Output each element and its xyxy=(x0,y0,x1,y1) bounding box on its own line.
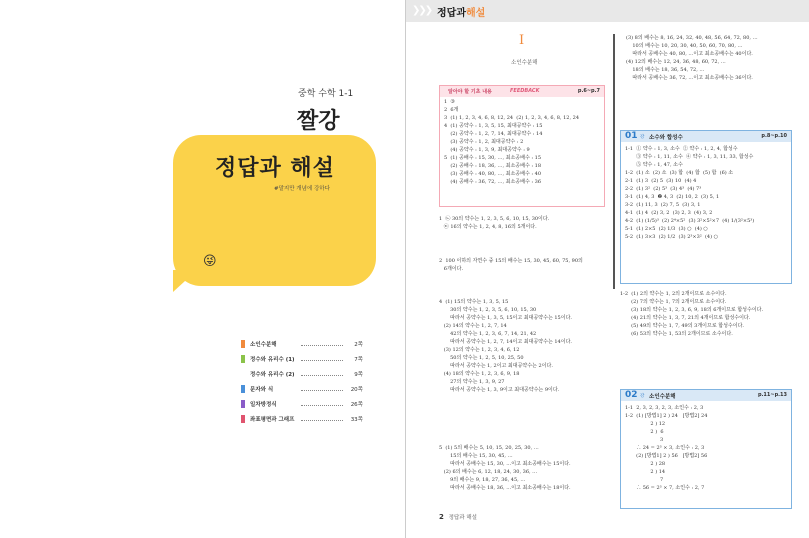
solution-line: 10의 배수는 10, 20, 30, 40, 50, 60, 70, 80, … xyxy=(626,43,743,49)
section-01-title: 소수와 합성수 xyxy=(649,135,683,141)
solution-line: 따라서 공배수는 18, 36, …이고 최소공배수는 18이다. xyxy=(439,485,571,491)
solution-line: (2) 7의 약수는 1, 7의 2개이므로 소수이다. xyxy=(620,299,727,305)
solution-line: 2 100 이하의 자연수 중 15의 배수는 15, 30, 45, 60, 75, 90의 xyxy=(439,258,583,264)
answer-line: 1-1 2, 3, 2, 3, 2, 3, 소인수 : 2, 3 xyxy=(625,405,704,411)
answer-line: 5-2 (1) 3×3 (2) 1/2 (3) 2³×3² (4) ○ xyxy=(625,234,718,240)
answer-line: 1 ③ xyxy=(444,99,455,105)
toc-leader xyxy=(301,390,343,391)
answer-line: 5-1 (1) 2×5 (2) 1/3 (3) ○ (4) ○ xyxy=(625,226,708,232)
toc-page: 7쪽 xyxy=(354,357,363,363)
answer-line: 4-2 (1) (1/5)³ (2) 2⁴×5² (3) 3²×5²×7 (4) 1/(3²×5³) xyxy=(625,218,755,224)
solution-line: 따라서 공약수는 1, 3, 9이고 최대공약수는 9이다. xyxy=(439,387,560,393)
toc-leader xyxy=(301,405,343,406)
footer-page-number: 2 xyxy=(439,513,444,521)
section-01-header xyxy=(621,131,791,142)
solution-line: (3) 18의 약수는 1, 2, 3, 6, 9, 18의 6개이므로 합성수이다. xyxy=(620,307,764,313)
answer-line: 2 ) 28 xyxy=(625,461,666,467)
answer-line: 4-1 (1) 4 (2) 3, 2 (3) 2, 3 (4) 3, 2 xyxy=(625,210,713,216)
solution-4 xyxy=(439,298,572,394)
unit-title: 소인수분해 xyxy=(511,60,538,66)
toc-item[interactable] xyxy=(241,415,363,425)
solution-line: (5) 49의 약수는 1, 7, 49의 3개이므로 합성수이다. xyxy=(620,323,744,329)
toc-page: 33쪽 xyxy=(350,417,363,423)
solution-line: (4) 21의 약수는 1, 3, 7, 21의 4개이므로 합성수이다. xyxy=(620,315,751,321)
solution-line: 1 ㉡ 30의 약수는 1, 2, 3, 5, 6, 10, 15, 30이다. xyxy=(439,216,550,222)
answer-line: 4 (1) 공약수 : 1, 3, 5, 15, 최대공약수 : 15 xyxy=(444,123,543,129)
answer-line: 2 6개 xyxy=(444,107,459,113)
section-01-pages: p.8~p.10 xyxy=(761,133,787,139)
answer-line: (3) 공배수 : 40, 80, …, 최소공배수 : 40 xyxy=(444,171,542,177)
solution-line: 따라서 공배수는 40, 80, …이고 최소공배수는 40이다. xyxy=(626,51,753,57)
solution-line: (2) 6의 배수는 6, 12, 18, 24, 30, 36, … xyxy=(439,469,538,475)
solution-line: 따라서 공약수는 1, 2, 7, 14이고 최대공약수는 14이다. xyxy=(439,339,572,345)
solution-line: ㉢ 16의 약수는 1, 2, 4, 8, 16의 5개이다. xyxy=(439,224,537,230)
toc-item[interactable] xyxy=(241,355,363,365)
solution-line: 30의 약수는 1, 2, 3, 5, 6, 10, 15, 30 xyxy=(439,307,537,313)
toc-marker xyxy=(241,340,245,348)
solution-line: 따라서 공약수는 1, 2이고 최대공약수는 2이다. xyxy=(439,363,553,369)
solution-line: 1-2 (1) 2의 약수는 1, 2의 2개이므로 소수이다. xyxy=(620,291,727,297)
solution-line: (6) 53의 약수는 1, 53의 2개이므로 소수이다. xyxy=(620,331,733,337)
section-02-pages: p.11~p.13 xyxy=(757,392,787,398)
toc-item[interactable] xyxy=(241,385,363,395)
answer-line: (2) 공약수 : 1, 2, 7, 14, 최대공약수 : 14 xyxy=(444,131,543,137)
answer-line: ⑤ 약수 : 1, 47, 소수 xyxy=(625,162,683,168)
answer-line: 2-1 (1) 3 (2) 5 (3) 10 (4) 4 xyxy=(625,178,697,184)
toc-marker xyxy=(241,355,245,363)
feedback-pages: p.6~p.7 xyxy=(577,88,600,94)
toc-marker xyxy=(241,415,245,423)
footer xyxy=(439,513,477,521)
toc-marker xyxy=(241,400,245,408)
section-02-title: 소인수분해 xyxy=(649,394,676,400)
solution-line: 42의 약수는 1, 2, 3, 6, 7, 14, 21, 42 xyxy=(439,331,537,337)
column-divider xyxy=(613,34,615,289)
solution-line: 6개이다. xyxy=(439,266,464,272)
solution-5-continued xyxy=(626,34,758,82)
solution-line: (4) 12의 배수는 12, 24, 36, 48, 60, 72, … xyxy=(626,59,726,65)
emoji-icon: 😜 xyxy=(203,254,217,269)
section-02-number: 02 xyxy=(625,390,638,400)
answers-page xyxy=(406,0,809,538)
cover-subtitle: #말지만 개념에 강하다 xyxy=(274,186,330,192)
answer-line: 2 ) 12 xyxy=(625,421,666,427)
feedback-answers xyxy=(444,98,579,186)
section-02-label: 강 xyxy=(640,394,645,399)
section-02-box xyxy=(620,389,792,509)
feedback-tag: FEEDBACK xyxy=(510,88,540,94)
solution-line: (4) 18의 약수는 1, 2, 3, 6, 9, 18 xyxy=(439,371,520,377)
toc-marker xyxy=(241,385,245,393)
cover-title: 정답과 해설 xyxy=(215,156,335,181)
toc-title: 정수와 유리수 (1) xyxy=(250,357,295,363)
toc-title: 문자와 식 xyxy=(250,387,274,393)
solution-1 xyxy=(439,215,549,231)
unit-number: I xyxy=(519,33,525,48)
toc-page: 26쪽 xyxy=(350,402,363,408)
answer-line: 3-1 (1) 4, 3 ❷ 4, 3 (2) 10, 2 (3) 5, 1 xyxy=(625,194,720,200)
solution-line: (3) 12의 약수는 1, 2, 3, 4, 6, 12 xyxy=(439,347,520,353)
toc-item[interactable] xyxy=(241,340,363,350)
toc-page: 2쪽 xyxy=(354,342,363,348)
answer-line: (2) [방법1] 2 ) 56 [방법2] 56 xyxy=(625,453,708,459)
answer-line: (4) 공배수 : 36, 72, …, 최소공배수 : 36 xyxy=(444,179,542,185)
answer-line: ③ 약수 : 1, 11, 소수 ④ 약수 : 1, 3, 11, 33, 합성수 xyxy=(625,154,754,160)
solution-line: (3) 8의 배수는 8, 16, 24, 32, 40, 48, 56, 64, 72, 80, … xyxy=(626,35,758,41)
section-01-number: 01 xyxy=(625,131,638,141)
answer-line: 3 (1) 1, 2, 3, 4, 6, 8, 12, 24 (2) 1, 2, 3, 4, 6, 8, 12, 24 xyxy=(444,115,580,121)
subject-label: 중학 수학 1-1 xyxy=(298,89,354,99)
section-01-label: 강 xyxy=(640,135,645,140)
toc-item[interactable] xyxy=(241,400,363,410)
toc-leader xyxy=(301,375,343,376)
answer-line: 3 xyxy=(625,437,664,443)
solution-line: 50의 약수는 1, 2, 5, 10, 25, 50 xyxy=(439,355,524,361)
solution-line: 27의 약수는 1, 3, 9, 27 xyxy=(439,379,505,385)
solution-line: 9의 배수는 9, 18, 27, 36, 45, … xyxy=(439,477,526,483)
solution-line: 18의 배수는 18, 36, 54, 72, … xyxy=(626,67,705,73)
header-title-b: 해설 xyxy=(465,8,486,19)
answer-line: (2) 공배수 : 18, 36, …, 최소공배수 : 18 xyxy=(444,163,542,169)
answer-line: 7 xyxy=(625,477,664,483)
toc-title: 정수와 유리수 (2) xyxy=(250,372,295,378)
solution-5 xyxy=(439,444,571,492)
toc-title: 일차방정식 xyxy=(250,402,277,408)
header-title-a: 정답과 xyxy=(437,8,466,19)
toc-title: 소인수분해 xyxy=(250,342,277,348)
answer-line: 5 (1) 공배수 : 15, 30, …, 최소공배수 : 15 xyxy=(444,155,542,161)
solution-line: 따라서 공약수는 1, 3, 5, 15이고 최대공약수는 15이다. xyxy=(439,315,572,321)
feedback-label: 알아야 할 기초 내용 xyxy=(448,89,492,95)
section-01-box xyxy=(620,130,792,284)
solution-line: 4 (1) 15의 약수는 1, 3, 5, 15 xyxy=(439,299,509,305)
section-02-header xyxy=(621,390,791,401)
toc-leader xyxy=(301,420,343,421)
answer-line: 1-2 (1) [방법1] 2 ) 24 [방법2] 24 xyxy=(625,413,708,419)
answer-line: 3-2 (1) 11, 3 (2) 7, 5 (3) 3, 1 xyxy=(625,202,701,208)
section-01-answers xyxy=(625,145,754,241)
solution-1-2 xyxy=(620,290,763,338)
solution-line: (2) 14의 약수는 1, 2, 7, 14 xyxy=(439,323,507,329)
feedback-header xyxy=(440,86,604,97)
solution-2 xyxy=(439,257,583,273)
answer-line: (4) 공약수 : 1, 3, 9, 최대공약수 : 9 xyxy=(444,147,530,153)
brand-logo: 짤강 xyxy=(297,109,340,134)
toc-page: 20쪽 xyxy=(350,387,363,393)
answer-line: ∴ 24 = 2³ × 3, 소인수 : 2, 3 xyxy=(625,445,705,451)
answer-line: 1-2 (1) 소 (2) 소 (3) 합 (4) 합 (5) 합 (6) 소 xyxy=(625,170,734,176)
footer-label: 정답과 해설 xyxy=(448,515,477,521)
header-chevrons-icon: ❯❯❯ xyxy=(412,5,432,16)
answer-line: 2 ) 6 xyxy=(625,429,664,435)
solution-line: 15의 배수는 15, 30, 45, … xyxy=(439,453,513,459)
answer-line: 2 ) 14 xyxy=(625,469,666,475)
toc-leader xyxy=(301,360,343,361)
answer-line: 2-2 (1) 3² (2) 5³ (3) 4³ (4) 7³ xyxy=(625,186,702,192)
toc-leader xyxy=(301,345,343,346)
section-02-answers xyxy=(625,404,707,492)
header-title xyxy=(437,4,485,19)
solution-line: 5 (1) 5의 배수는 5, 10, 15, 20, 25, 30, … xyxy=(439,445,539,451)
answer-line: ∴ 56 = 2³ × 7, 소인수 : 2, 7 xyxy=(625,485,705,491)
toc-item[interactable] xyxy=(241,370,363,380)
toc-title: 좌표평면과 그래프 xyxy=(250,417,295,423)
bubble-tail xyxy=(173,270,197,292)
toc-page: 9쪽 xyxy=(354,372,363,378)
answer-line: (3) 공약수 : 1, 2, 최대공약수 : 2 xyxy=(444,139,524,145)
answer-line: 1-1 ① 약수 : 1, 3, 소수 ② 약수 : 1, 2, 4, 합성수 xyxy=(625,146,738,152)
solution-line: 따라서 공배수는 36, 72, …이고 최소공배수는 36이다. xyxy=(626,75,753,81)
solution-line: 따라서 공배수는 15, 30, …이고 최소공배수는 15이다. xyxy=(439,461,571,467)
feedback-box xyxy=(439,85,605,207)
